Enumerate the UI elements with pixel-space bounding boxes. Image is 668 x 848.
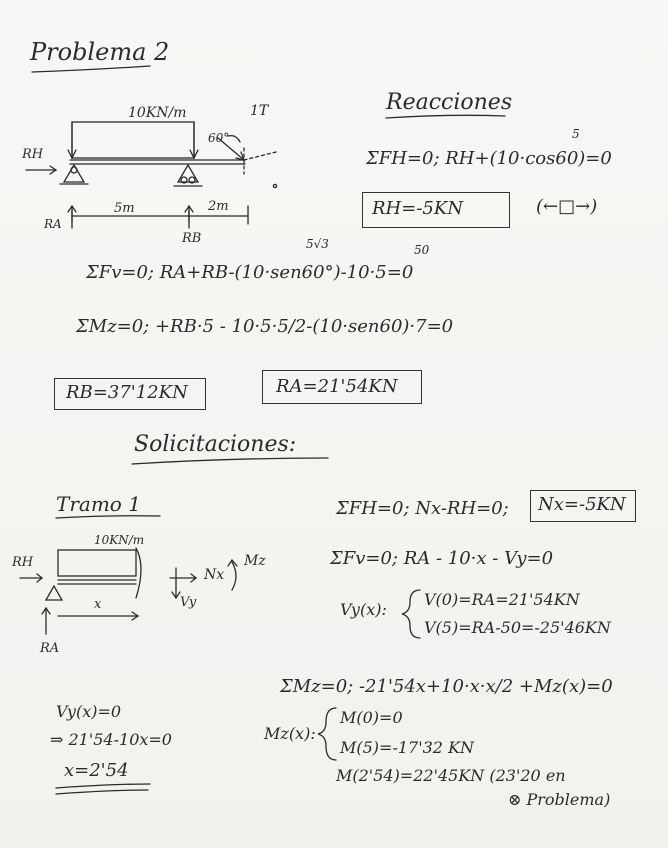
tramo-load-label: 10KN/m <box>94 533 145 547</box>
span1-label: 5m <box>114 201 135 216</box>
vy-at-5: V(5)=RA-50=-25'46KN <box>424 618 611 637</box>
vy-function-label: Vy(x): <box>340 600 387 619</box>
equation-mz: ΣMz=0; +RB·5 - 10·5·5/2-(10·sen60)·7=0 <box>76 316 454 337</box>
rb-label: RB <box>182 231 202 246</box>
x-result: x=2'54 <box>64 760 129 781</box>
solicitaciones-heading: Solicitaciones: <box>134 432 297 457</box>
tramo-ra-label: RA <box>40 641 60 656</box>
ra-label: RA <box>44 217 62 231</box>
equation-nx: ΣFH=0; Nx-RH=0; <box>336 498 509 519</box>
mz-at-0: M(0)=0 <box>340 708 403 727</box>
equation-fh: ΣFH=0; RH+(10·cos60)=0 <box>366 148 612 169</box>
mz-at-5: M(5)=-17'32 KN <box>340 738 475 757</box>
tramo-nx-label: Nx <box>204 567 225 583</box>
page-title: Problema 2 <box>30 38 170 66</box>
eq-v-note2: 50 <box>414 243 430 257</box>
nx-result: Nx=-5KN <box>538 494 626 515</box>
mz-function-label: Mz(x): <box>264 724 316 743</box>
vy-zero-solve: ⇒ 21'54-10x=0 <box>50 730 172 749</box>
eq-h-note: 5 <box>572 127 580 141</box>
equation-mz-tramo: ΣMz=0; -21'54x+10·x·x/2 +Mz(x)=0 <box>280 676 613 697</box>
vy-at-0: V(0)=RA=21'54KN <box>424 590 580 609</box>
force-label: 1T <box>250 103 269 119</box>
ra-result: RA=21'54KN <box>276 376 398 397</box>
reacciones-heading: Reacciones <box>386 90 513 115</box>
mz-max-note: ⊗ Problema) <box>508 790 611 809</box>
rh-label: RH <box>22 147 44 162</box>
tramo-mz-label: Mz <box>244 553 266 569</box>
tramo-rh-label: RH <box>12 555 34 570</box>
eq-v-note1: 5√3 <box>306 237 329 251</box>
load-label: 10KN/m <box>128 105 187 121</box>
vy-zero: Vy(x)=0 <box>56 702 122 721</box>
rh-direction: (←□→) <box>536 196 598 217</box>
equation-fv: ΣFv=0; RA+RB-(10·sen60°)-10·5=0 <box>86 262 414 283</box>
angle-label: 60° <box>208 131 230 145</box>
mz-max: M(2'54)=22'45KN (23'20 en <box>336 766 566 785</box>
tramo-vy-label: Vy <box>180 595 197 610</box>
tramo-x-label: x <box>94 597 102 612</box>
rh-result: RH=-5KN <box>372 198 464 219</box>
tramo-heading: Tramo 1 <box>56 492 141 516</box>
span2-label: 2m <box>208 199 229 214</box>
rb-result: RB=37'12KN <box>66 382 188 403</box>
equation-vy: ΣFv=0; RA - 10·x - Vy=0 <box>330 548 554 569</box>
